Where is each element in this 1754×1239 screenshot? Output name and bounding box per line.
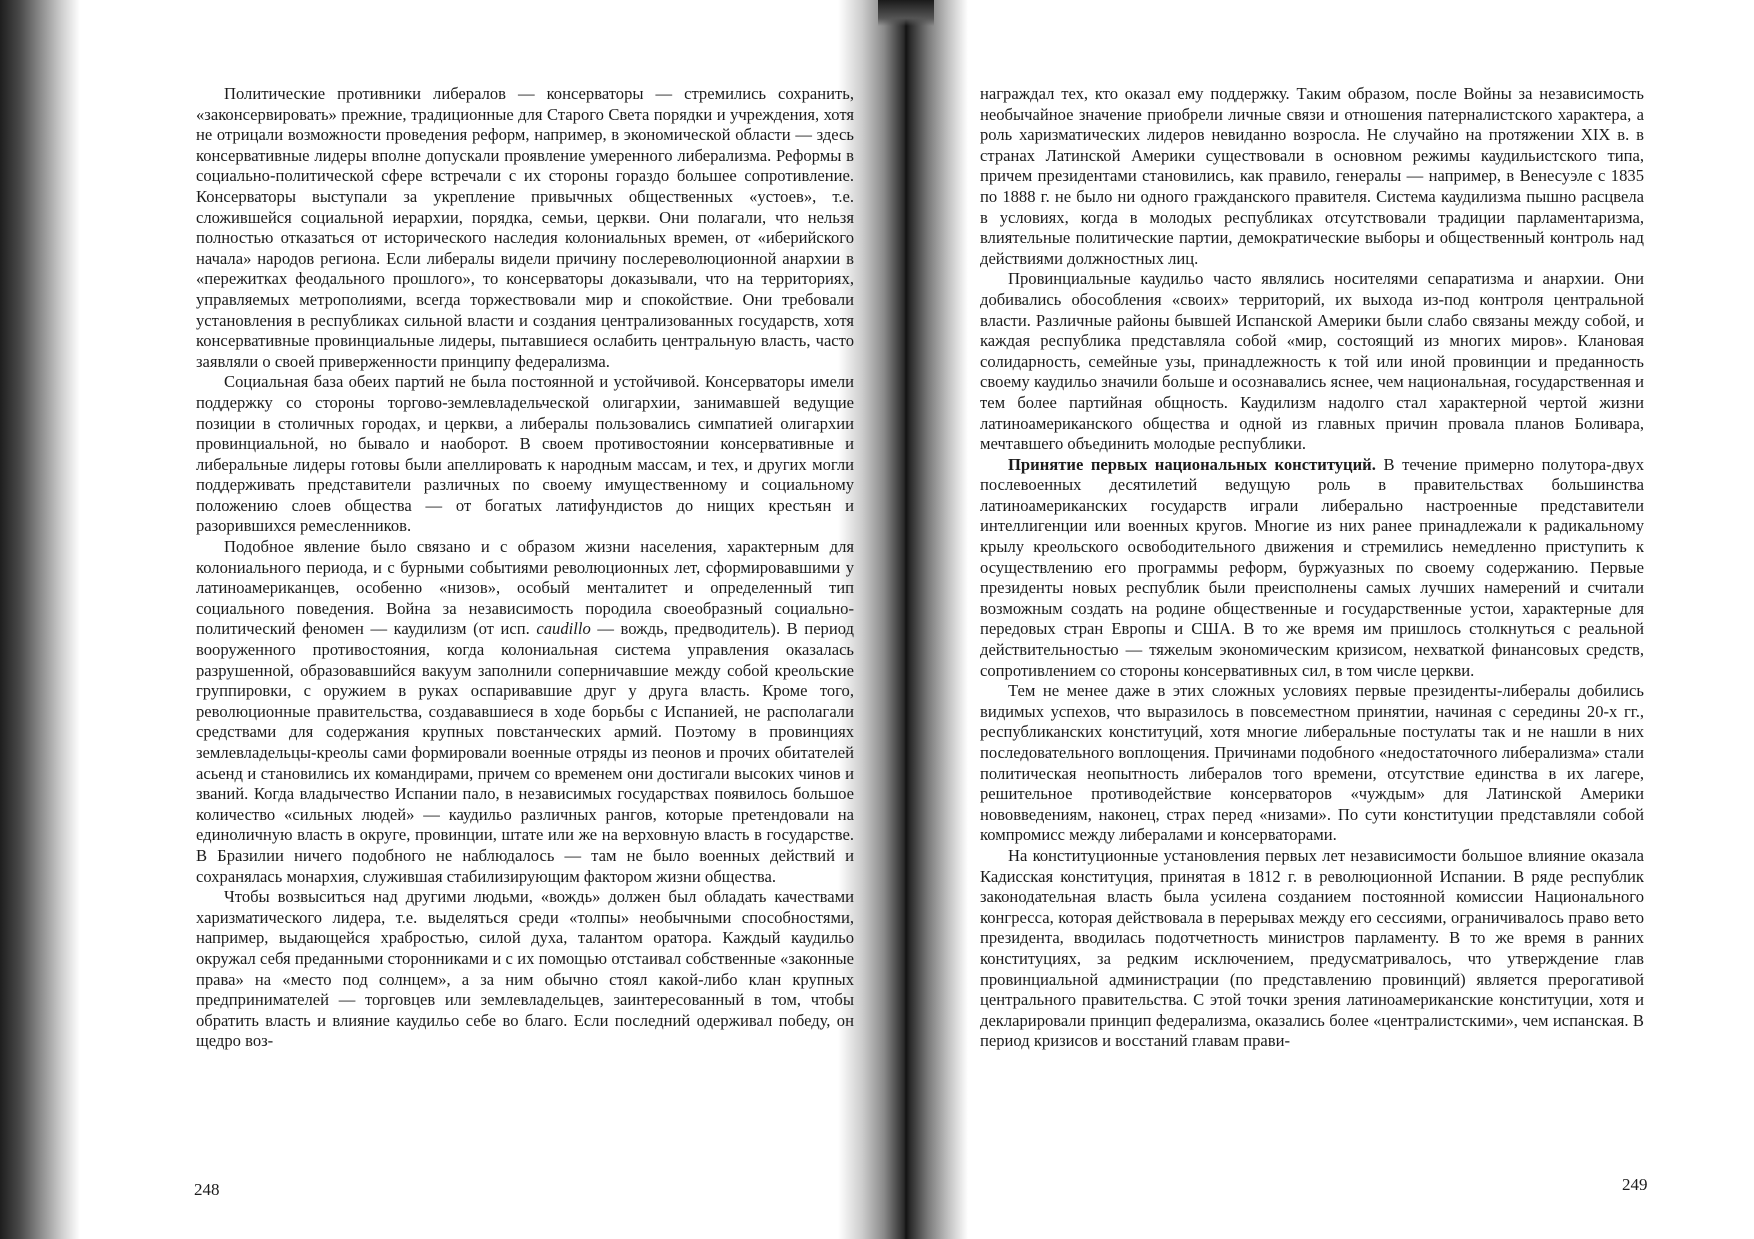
paragraph [196, 537, 854, 887]
paragraph: На конституционные установления первых лет независимости большое влияние оказала Кадисская конституция, принятая в 1812 г. в революционной Испании. В ряде республик законодательная власть была усилена созданием постоянной комиссии Национального конгресса, которая действовала в перерывах между его сессиями, ограничивалось право вето президента, вводилась подотчетность министров парламенту. В то же время в ранних конституциях, за редким исключением, предусматривалось, что утверждение глав провинциальной администрации (по представлению провинций) является прерогативой центрального правительства. С этой точки зрения латиноамериканские конституции, хотя и декларировали принцип федерализма, оказались более «централистскими», чем испанская. В период кризисов и восстаний главам прави- [980, 845, 1644, 1051]
page-edge-shadow [0, 0, 80, 1239]
paragraph-text: В течение примерно полутора-двух послевоенных десятилетий ведущую роль в правительствах большинства латиноамериканских государств играли либерально настроенные представители интеллигенции или военных кругов. Многие из них ранее принадлежали к радикальному крылу креольского освободительного движения и стремились немедленно приступить к осуществлению его программы реформ, буржуазных по своему содержанию. Первые президенты новых республик были преисполнены самых лучших намерений и считали возможным создать на родине общественные и государственные устои, характерные для передовых стран Европы и США. В то же время им пришлось столкнуться с реальной действительностью — тяжелым экономическим кризисом, нехваткой финансовых средств, сопротивлением со стороны консервативных сил, в том числе церкви. [980, 454, 1644, 680]
right-page-text [980, 84, 1644, 1052]
italic-term: caudillo [536, 619, 591, 639]
paragraph: Чтобы возвыситься над другими людьми, «вождь» должен был обладать качествами харизматического лидера, т.е. выделяться среди «толпы» необычными способностями, например, выдающейся храбростью, силой духа, талантом оратора. Каждый каудильо окружал себя преданными сторонниками и с их помощью отстаивал собственные «законные права» на «место под солнцем», а за ним обычно стоял какой-либо клан крупных предпринимателей — торговцев или землевладельцев, заинтересованный в том, чтобы обратить власть и влияние каудильо себе во благо. Если последний одерживал победу, он щедро воз- [196, 887, 854, 1051]
paragraph: награждал тех, кто оказал ему поддержку. Таким образом, после Войны за независимость необычайное значение приобрели личные связи и отношения патерналистского характера, а роль харизматических лидеров невиданно возросла. Не случайно на протяжении XIX в. в странах Латинской Америки существовали в основном режимы каудильистского типа, причем президентами становились, как правило, генералы — например, в Венесуэле с 1835 по 1888 г. не было ни одного гражданского правителя. Система каудилизма пышно расцвела в условиях, когда в молодых республиках отсутствовали традиции парламентаризма, влиятельные политические партии, демократические выборы и общественный контроль над действиями должностных лиц. [980, 84, 1644, 268]
paragraph: Политические противники либералов — консерваторы — стремились сохранить, «законсервировать» прежние, традиционные для Старого Света порядки и учреждения, хотя не отрицали возможности проведения реформ, например, в экономической области — здесь консервативные лидеры вполне допускали проявление умеренного либерализма. Реформы в социально-политической сфере встречали с их стороны гораздо большее сопротивление. Консерваторы выступали за укрепление привычных общественных «устоев», т.е. сложившейся социальной иерархии, порядка, семьи, церкви. Они полагали, что нельзя полностью отказаться от исторического наследия колониальных времен, от «иберийского начала» народов региона. Если либералы видели причину послереволюционной анархии в «пережитках феодального прошлого», то консерваторы доказывали, что на территориях, управляемых метрополиями, всегда торжествовали мир и спокойствие. Они требовали установления в республиках сильной власти и создания централизованных государств, хотя консервативные провинциальные лидеры, пытавшиеся ослабить центральную власть, часто заявляли о своей приверженности принципу федерализма. [196, 84, 854, 371]
paragraph-text: Подобное явление было связано и с образом жизни населения, характерным для колониального периода, и с бурными событиями революционных лет, сформировавшими у латиноамериканцев, особенно «низов», особый менталитет и определенный тип социального поведения. Война за независимость породила своеобразный социально-политический феномен — каудилизм (от исп. [196, 537, 854, 639]
paragraph [980, 455, 1644, 682]
paragraph: Тем не менее даже в этих сложных условиях первые президенты-либералы добились видимых успехов, что выразилось в повсеместном принятии, начиная с середины 20-х гг., республиканских конституций, хотя многие либеральные постулаты так и не нашли в них последовательного воплощения. Причинами подобного «недостаточного либерализма» стали политическая неопытность либералов того времени, отсутствие единства в их лагере, решительное противодействие консерваторов «чуждым» для Латинской Америки нововведениям, наконец, страх перед «низами». По сути конституции представляли собой компромисс между либералами и консерваторами. [980, 681, 1644, 845]
paragraph: Социальная база обеих партий не была постоянной и устойчивой. Консерваторы имели поддержку со стороны торгово-землевладельческой олигархии, занимавшей ведущие позиции в столичных городах, и церкви, а либералы пользовались симпатией олигархии провинциальной, но бывало и наоборот. В своем противостоянии консервативные и либеральные лидеры готовы были апеллировать к народным массам, и тех, и других могли поддерживать представители различных по своему имущественному и социальному положению слоев общества — от богатых латифундистов до нищих крестьян и разорившихся ремесленников. [196, 372, 854, 536]
section-heading: Принятие первых национальных конституций. [1008, 454, 1376, 474]
paragraph-text: — вождь, предводитель). В период вооруженного противостояния, когда колониальная система управления оказалась разрушенной, образовавшийся вакуум заполнили соперничавшие между собой креольские группировки, с оружием в руках оспаривавшие друг у друга власть. Кроме того, революционные правительства, создававшиеся в ходе борьбы с Испанией, не располагали средствами для содержания крупных повстанческих армий. Поэтому в провинциях землевладельцы-креолы сами формировали военные отряды из пеонов и прочих обитателей асьенд и становились их командирами, причем со временем они достигали высоких чинов и званий. Когда владычество Испании пало, в независимых государствах появилось большое количество «сильных людей» — каудильо различных рангов, которые претендовали на единоличную власть в округе, провинции, штате или же на верховную власть в государстве. В Бразилии ничего подобного не наблюдалось — там не было военных действий и сохранялась монархия, служившая стабилизирующим фактором жизни общества. [196, 619, 854, 886]
page-number: 248 [194, 1180, 220, 1199]
book-gutter [838, 0, 968, 1239]
left-page-text [196, 84, 854, 1052]
gutter-top-shadow [878, 0, 934, 26]
paragraph: Провинциальные каудильо часто являлись носителями сепаратизма и анархии. Они добивались обособления «своих» территорий, их выхода из-под контроля центральной власти. Различные районы бывшей Испанской Америки были слабо связаны между собой, и каждая республика представляла собой «мир, состоящий из многих миров». Клановая солидарность, семейные узы, принадлежность к той или иной провинции и преданность своему каудильо значили больше и осознавались яснее, чем национальная, государственная и тем более партийная общность. Каудилизм надолго стал характерной чертой жизни латиноамериканского общества и одной из главных причин провала планов Боливара, мечтавшего объединить молодые республики. [980, 269, 1644, 454]
page-number: 249 [1622, 1175, 1648, 1194]
